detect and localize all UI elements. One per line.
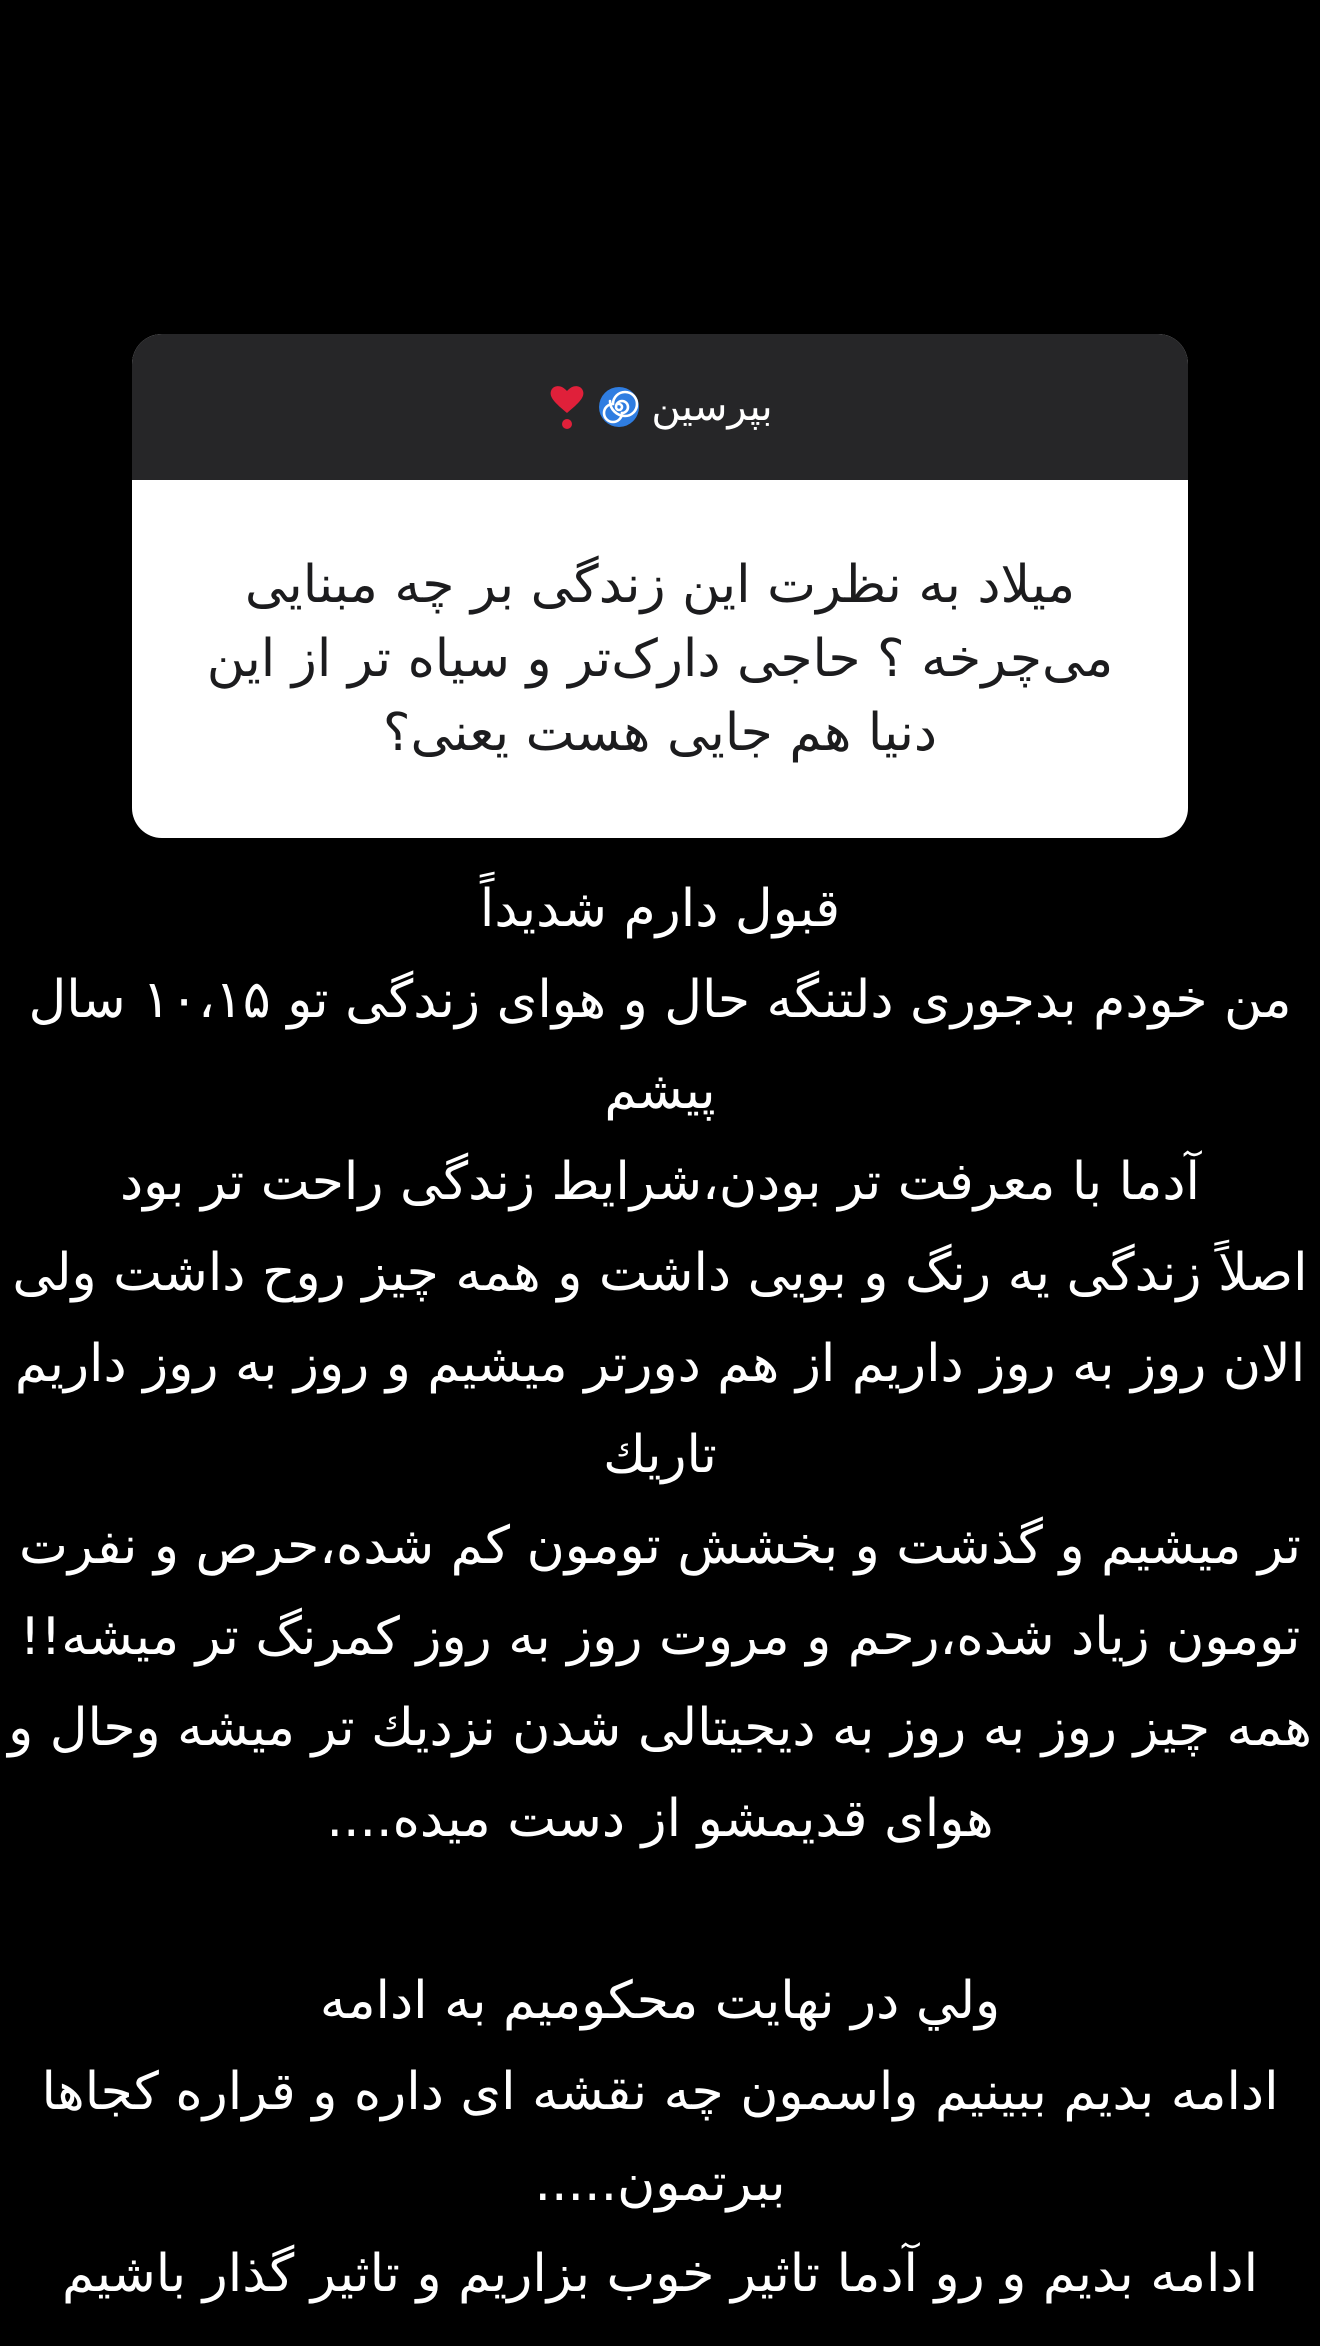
answer-line: قبول دارم شدیداً [479,879,841,939]
answer-line: ادامه بدیم ببینیم واسمون چه نقشه ای داره و قراره کجاها [41,2062,1279,2122]
answer-line: ادامه بدیم و رو آدما تاثیر خوب بزاریم و تاثیر گذار باشیم [61,2244,1259,2304]
heart-exclamation-icon [547,383,587,431]
answer-text-block [0,864,1320,2320]
answer-line: ببرتمون..... [534,2153,786,2213]
spiral-icon [597,385,641,429]
question-sticker-title: بپرسین [651,384,773,430]
answer-line [0,1865,1320,1956]
question-sticker-header [132,334,1188,480]
answer-line: تومون زیاد شده،رحم و مروت روز به روز کمرنگ تر میشه!! [19,1607,1301,1667]
answer-line: پیشم [604,1061,716,1121]
answer-line: اصلاً زندگی یه رنگ و بویی داشت و همه چیز روح داشت ولی [12,1243,1308,1303]
question-text: میلاد به نظرت این زندگی بر چه مبنایی می‌چرخه ؟ حاجی دارک‌تر و سیاه تر از این دنیا هم جایی هست یعنی؟ [206,555,1114,763]
answer-line: الان روز به روز داریم از هم دورتر میشیم و روز به روز داریم تاریك [14,1334,1306,1485]
answer-line: آدما با معرفت تر بودن،شرایط زندگی راحت تر بود [120,1152,1200,1212]
answer-line: تر میشیم و گذشت و بخشش تومون کم شده،حرص و نفرت [18,1516,1302,1576]
answer-line: همه چیز روز به روز به دیجیتالی شدن نزدیك تر میشه وحال و [8,1698,1312,1758]
question-sticker[interactable] [132,334,1188,838]
answer-line: ولي در نهایت محکومیم به ادامه [319,1971,1001,2031]
question-sticker-body [132,480,1188,838]
answer-line: هوای قدیمشو از دست میده.... [326,1789,994,1849]
answer-line: من خودم بدجوری دلتنگه حال و هوای زندگی تو ۱۰،۱۵ سال [28,970,1292,1030]
